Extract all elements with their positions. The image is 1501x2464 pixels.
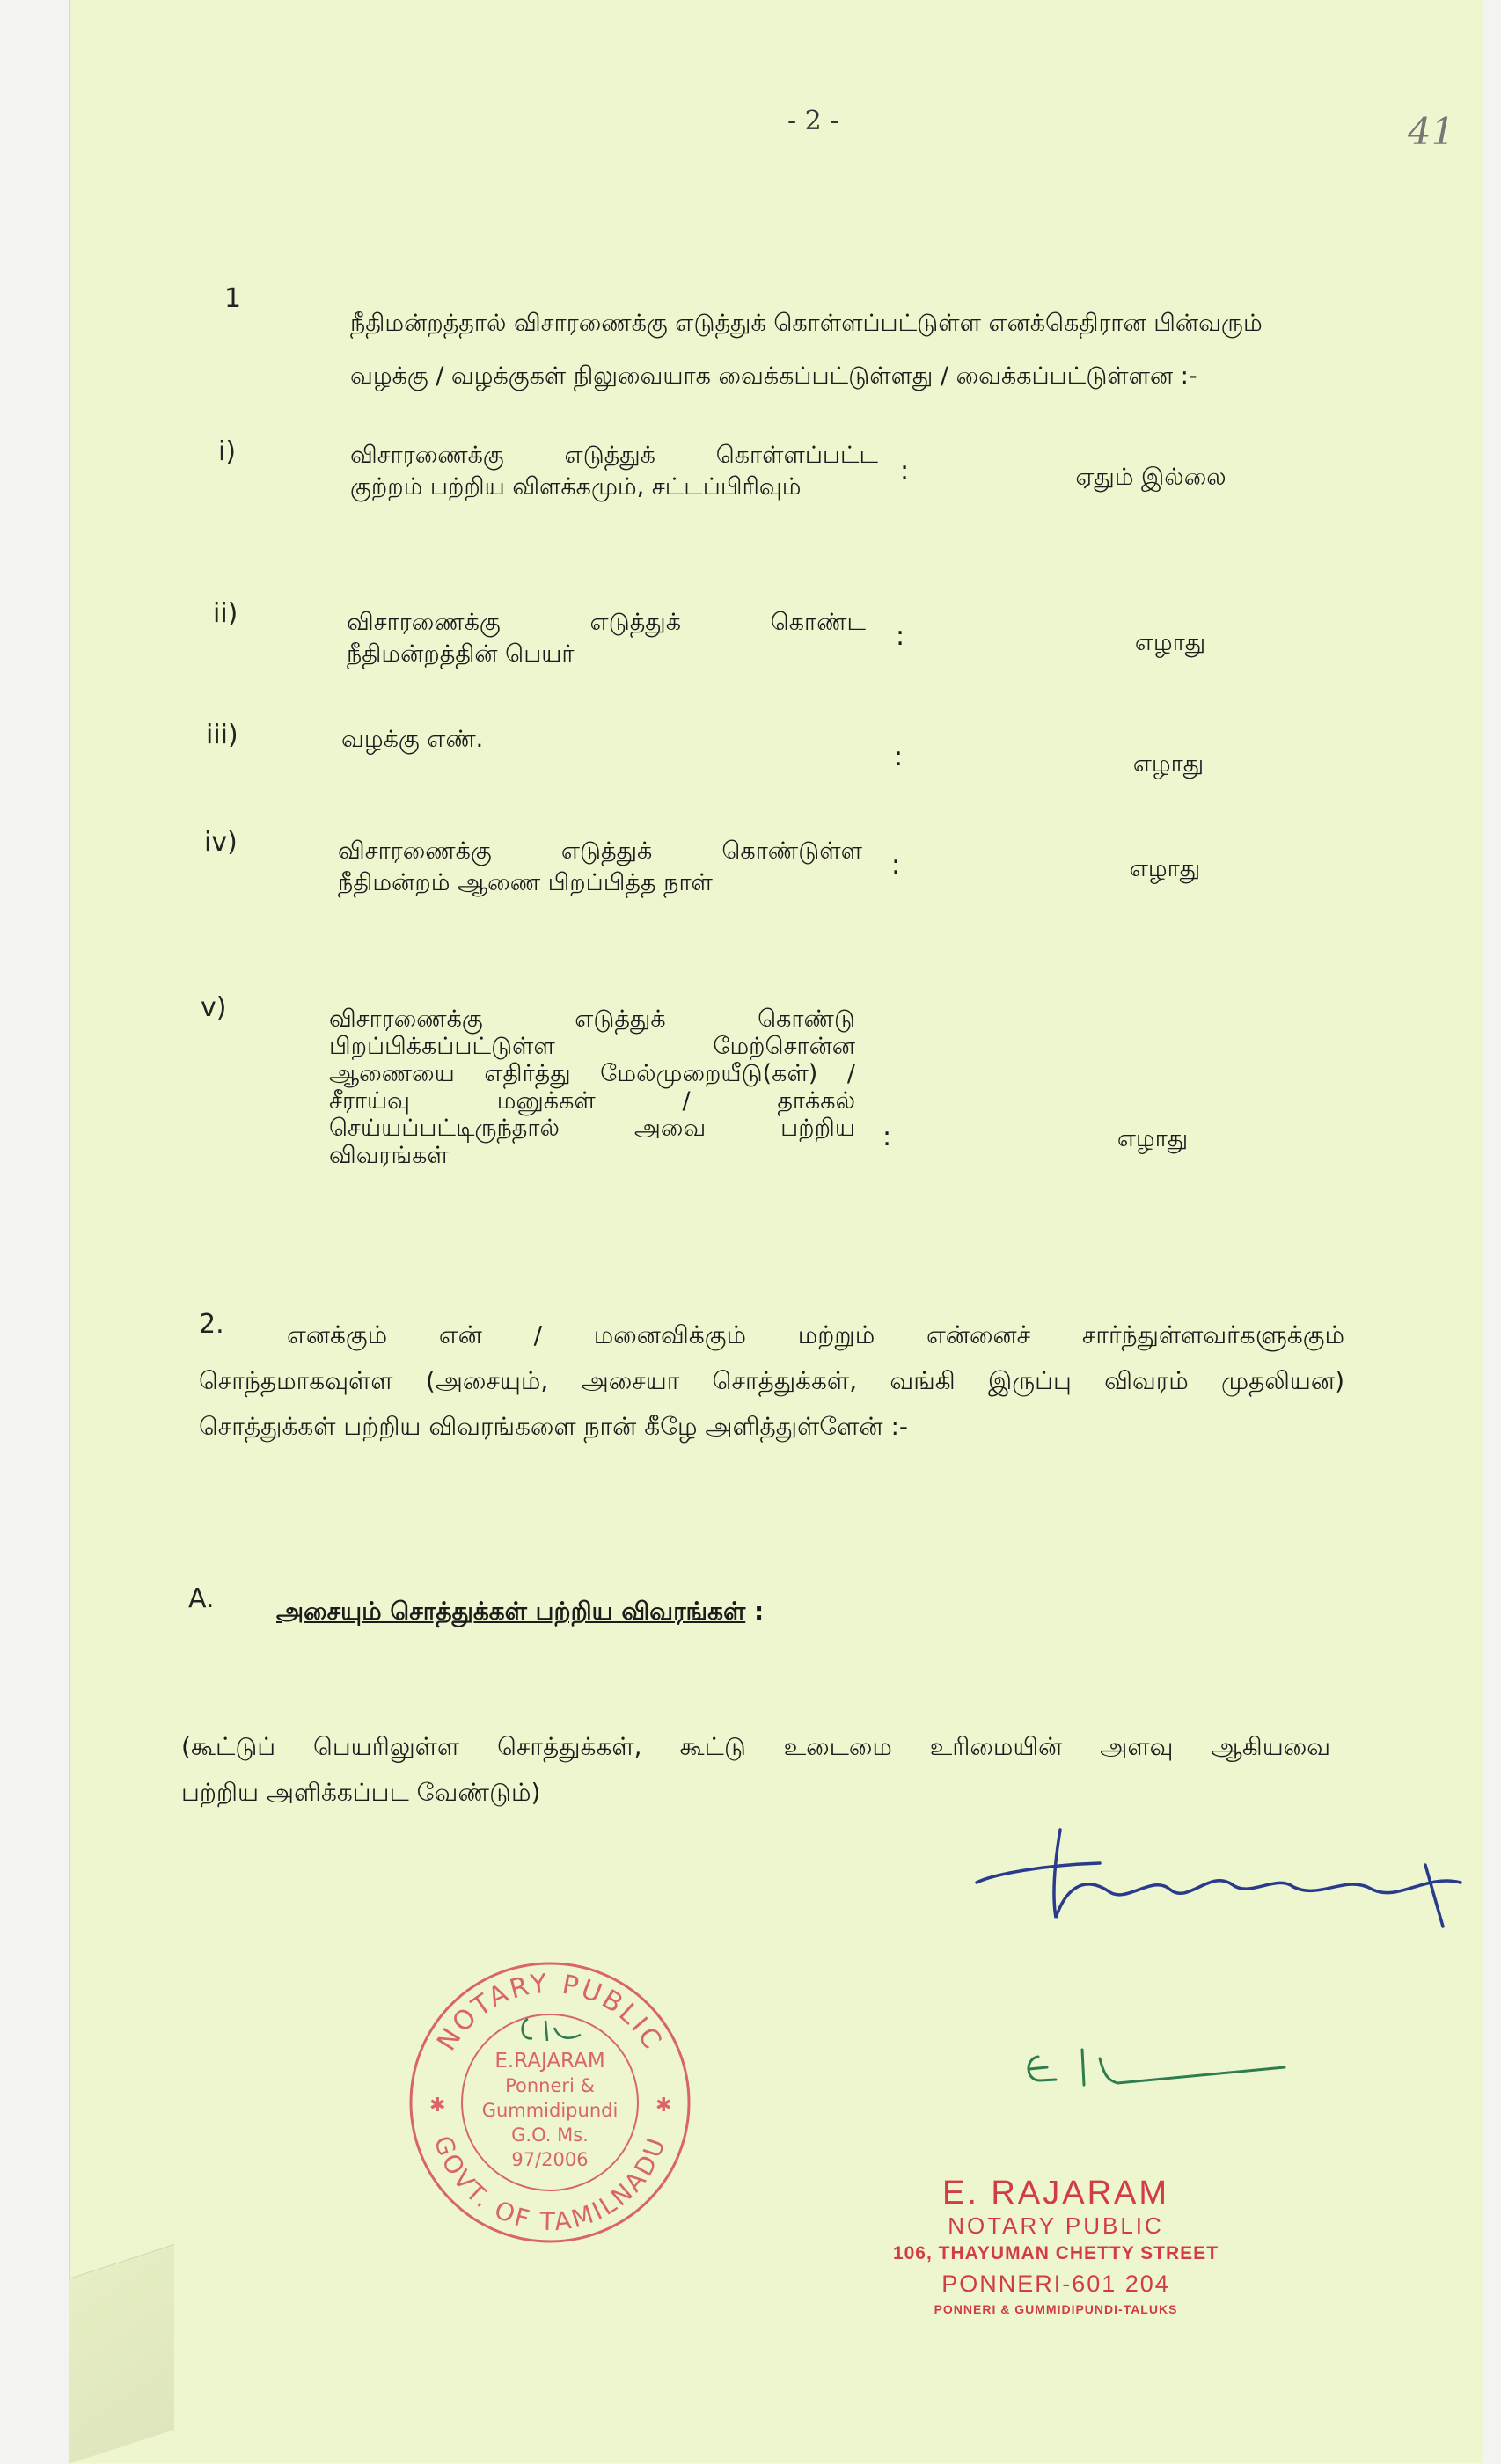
section-a-heading-text: அசையும் சொத்துக்கள் பற்றிய விவரங்கள் [276,1597,746,1626]
section-a-heading [276,1597,764,1629]
item-colon: : [891,850,901,881]
stamp-taluks: PONNERI & GUMMIDIPUNDI-TALUKS [934,2302,1178,2316]
item-i-text [350,440,878,503]
item-v-answer: எழாது [1117,1125,1189,1152]
item-number: i) [218,436,237,467]
stamp-title: NOTARY PUBLIC [948,2212,1164,2239]
deponent-signature [968,1821,1478,1935]
stamp-name: E. RAJARAM [941,2175,1170,2212]
item-iv-line-1: விசாரணைக்கு எடுத்துக் கொண்டுள்ள [338,837,862,865]
notary-initials [1021,2041,1302,2102]
section-2-line: சொந்தமாகவுள்ள (அசையும், அசையா சொத்துக்கள், வங்கி இருப்பு விவரம் முதலியன) [199,1366,1344,1395]
item-iv-text [338,836,862,899]
svg-text:NOTARY PUBLIC [431,1969,669,2057]
item-1-line-1: நீதிமன்றத்தால் விசாரணைக்கு எடுத்துக் கொள்ளப்பட்டுள்ள எனக்கெதிரான பின்வரும் [350,310,1263,337]
item-iv-line-2: நீதிமன்றம் ஆணை பிறப்பித்த நாள் [338,869,713,896]
item-colon: : [882,1122,892,1152]
item-1-text [350,308,1415,392]
folded-corner [69,2244,174,2464]
item-number: 1 [224,283,242,314]
item-iii-text: வழக்கு எண். [341,726,484,753]
notary-seal [405,1957,695,2248]
item-number: ii) [213,598,238,629]
item-i-line-2: குற்றம் பற்றிய விளக்கமும், சட்டப்பிரிவும் [350,473,802,501]
item-number: iv) [204,827,238,858]
section-a-note-line-2: பற்றிய அளிக்கப்பட வேண்டும்) [181,1778,541,1807]
item-ii-line-2: நீதிமன்றத்தின் பெயர் [347,640,575,668]
section-a-label: A. [188,1583,215,1614]
item-v-text [329,1005,855,1169]
item-colon: : [900,456,910,486]
seal-line: G.O. Ms. [511,2124,589,2146]
handwritten-page-mark: 41 [1408,110,1455,153]
item-number: iii) [206,720,238,750]
seal-top-arc-text: NOTARY PUBLIC [431,1968,669,2057]
item-iii-answer: எழாது [1132,750,1204,778]
item-v-line: ஆணையை எதிர்த்து மேல்முறையீடு(கள்) / [329,1060,855,1087]
section-a-note-line-1: (கூட்டுப் பெயரிலுள்ள சொத்துக்கள், கூட்டு உடைமை உரிமையின் அளவு ஆகியவை [181,1732,1330,1761]
item-number: v) [201,992,227,1023]
item-i-answer: ஏதும் இல்லை [1075,464,1226,491]
svg-text:✱: ✱ [655,2095,672,2117]
stamp-city: PONNERI-601 204 [941,2270,1170,2297]
item-i-line-1: விசாரணைக்கு எடுத்துக் கொள்ளப்பட்ட [350,442,878,469]
section-2-line: சொத்துக்கள் பற்றிய விவரங்களை நான் கீழே அளித்துள்ளேன் :- [199,1412,908,1441]
section-2-line: எனக்கும் என் / மனைவிக்கும் மற்றும் என்னைச் சார்ந்துள்ளவர்களுக்கும் [287,1320,1344,1349]
item-v-line: விசாரணைக்கு எடுத்துக் கொண்டு [329,1005,855,1033]
seal-line: Gummidipundi [481,2100,619,2121]
item-ii-text [347,607,866,670]
svg-text:GOVT. OF TAMILNADU [428,2132,672,2237]
item-v-line: சீராய்வு மனுக்கள் / தாக்கல் [329,1087,855,1115]
item-v-line: செய்யப்பட்டிருந்தால் அவை பற்றிய [329,1115,855,1142]
seal-line: Ponneri & [505,2075,595,2096]
item-v-line: விவரங்கள் [329,1142,449,1169]
item-ii-answer: எழாது [1134,629,1206,656]
notary-stamp [845,2175,1267,2319]
section-2-number: 2. [199,1309,224,1340]
seal-line: E.RAJARAM [494,2050,605,2073]
item-colon: : [896,621,905,652]
section-a-heading-colon: : [745,1597,765,1626]
page-number: - 2 - [787,106,839,136]
svg-text:✱: ✱ [429,2095,446,2117]
section-2-text [199,1312,1344,1450]
stamp-address: 106, THAYUMAN CHETTY STREET [892,2243,1219,2263]
section-a-note [181,1724,1330,1816]
item-ii-line-1: விசாரணைக்கு எடுத்துக் கொண்ட [347,609,866,636]
seal-bottom-arc-text: GOVT. OF TAMILNADU [428,2131,672,2237]
seal-line: 97/2006 [511,2149,589,2170]
item-iv-answer: எழாது [1129,855,1201,882]
item-v-line: பிறப்பிக்கப்பட்டுள்ள மேற்சொன்ன [329,1033,855,1060]
item-1-line-2: வழக்கு / வழக்குகள் நிலுவையாக வைக்கப்பட்டுள்ளது / வைக்கப்பட்டுள்ளன :- [350,362,1197,390]
item-colon: : [894,742,904,772]
